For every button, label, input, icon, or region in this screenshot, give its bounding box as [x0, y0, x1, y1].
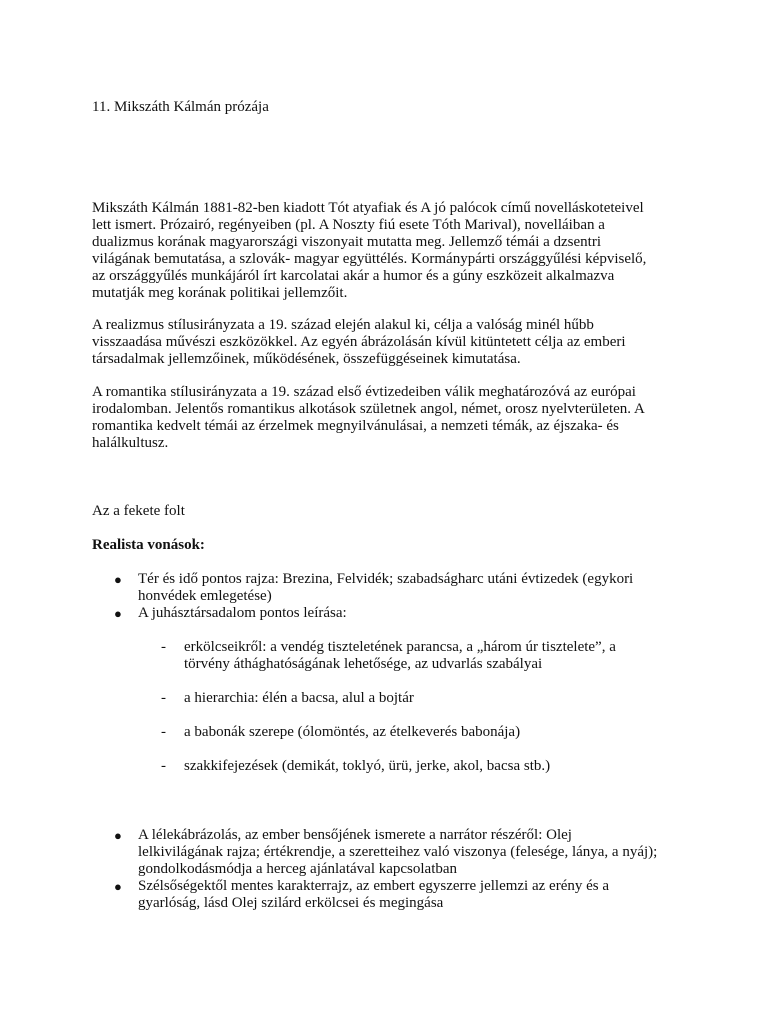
paragraph-line: az országgyűlés munkájáról írt karcolatai akár a humor és a gúny eszközeit alkalmazva — [92, 268, 615, 284]
sub-list-item-line: törvény áthághatóságának lehetősége, az udvarlás szabályai — [184, 656, 543, 672]
dash-icon: - — [161, 724, 166, 740]
paragraph-line: halálkultusz. — [92, 435, 169, 451]
paragraph-line: Mikszáth Kálmán 1881-82-ben kiadott Tót atyafiak és A jó palócok című novelláskoteteivel — [92, 200, 644, 216]
list-item-line: gyarlóság, lásd Olej szilárd erkölcsei és megingása — [138, 895, 444, 911]
list-item-line: Tér és idő pontos rajza: Brezina, Felvidék; szabadságharc utáni évtizedek (egykori — [138, 571, 634, 587]
sub-list-item-text — [184, 639, 616, 673]
paragraph-line: társadalmak jellemzőinek, működésének, összefüggéseinek kimutatása. — [92, 351, 521, 367]
list-item-text — [138, 605, 347, 622]
list-item-line: lelkivilágának rajza; értékrendje, a szeretteihez való viszonya (felesége, lánya, a nyáj); — [138, 844, 658, 860]
sub-list-item-line: a hierarchia: élén a bacsa, alul a bojtár — [184, 690, 414, 706]
dash-icon: - — [161, 690, 166, 706]
bullet-icon: ● — [114, 606, 122, 621]
bullet-icon: ● — [114, 572, 122, 587]
section-subtitle: Az a fekete folt — [92, 503, 185, 519]
paragraph-line: mutatják meg korának politikai jellemzőit. — [92, 285, 348, 301]
section-heading: Realista vonások: — [92, 537, 205, 553]
list-item-line: A juhásztársadalom pontos leírása: — [138, 605, 347, 621]
paragraph-line: irodalomban. Jelentős romantikus alkotások születnek angol, német, orosz nyelvterületen. A — [92, 401, 645, 417]
dash-icon: - — [161, 758, 166, 774]
paragraph-line: dualizmus korának magyarországi viszonyait mutatta meg. Jellemző témái a dzsentri — [92, 234, 601, 250]
paragraph-line: A realizmus stílusirányzata a 19. század elején alakul ki, célja a valóság minél hűbb — [92, 317, 594, 333]
paragraph-line: lett ismert. Prózairó, regényeiben (pl. A Noszty fiú esete Tóth Marival), novelláiban a — [92, 217, 605, 233]
paragraph-romanticism — [92, 384, 702, 452]
list-item-line: A lélekábrázolás, az ember bensőjének ismerete a narrátor részéről: Olej — [138, 827, 572, 843]
sub-list-item-line: a babonák szerepe (ólomöntés, az ételkeverés babonája) — [184, 724, 521, 740]
sub-list-item-text — [184, 690, 414, 707]
list-item-line: honvédek emlegetése) — [138, 588, 272, 604]
bullet-icon: ● — [114, 828, 122, 843]
list-item-line: gondolkodásmódja a herceg ajánlatával kapcsolatban — [138, 861, 458, 877]
paragraph-realism — [92, 317, 702, 368]
sub-list-item-line: erkölcseikről: a vendég tiszteletének parancsa, a „három úr tisztelete”, a — [184, 639, 616, 655]
list-item-line: Szélsőségektől mentes karakterrajz, az embert egyszerre jellemzi az erény és a — [138, 878, 610, 894]
bullet-icon: ● — [114, 879, 122, 894]
paragraph-line: romantika kedvelt témái az érzelmek megnyilvánulásai, a nemzeti témák, az éjszaka- és — [92, 418, 619, 434]
sub-list-item-text — [184, 724, 520, 741]
paragraph-mikszath-intro — [92, 200, 702, 302]
dash-icon: - — [161, 639, 166, 655]
document-title: 11. Mikszáth Kálmán prózája — [92, 99, 269, 115]
list-item-text — [138, 827, 657, 878]
sub-list-item-text — [184, 758, 550, 775]
paragraph-line: visszaadása művészi eszközökkel. Az egyén ábrázolásán kívül kitüntetett célja az emberi — [92, 334, 626, 350]
sub-list-item-line: szakkifejezések (demikát, toklyó, ürü, jerke, akol, bacsa stb.) — [184, 758, 551, 774]
paragraph-line: A romantika stílusirányzata a 19. század első évtizedeiben válik meghatározóvá az európai — [92, 384, 636, 400]
list-item-text — [138, 878, 609, 912]
list-item-text — [138, 571, 633, 605]
paragraph-line: világának bemutatása, a szlovák- magyar együttélés. Kormánypárti országgyűlési képviselő, — [92, 251, 647, 267]
